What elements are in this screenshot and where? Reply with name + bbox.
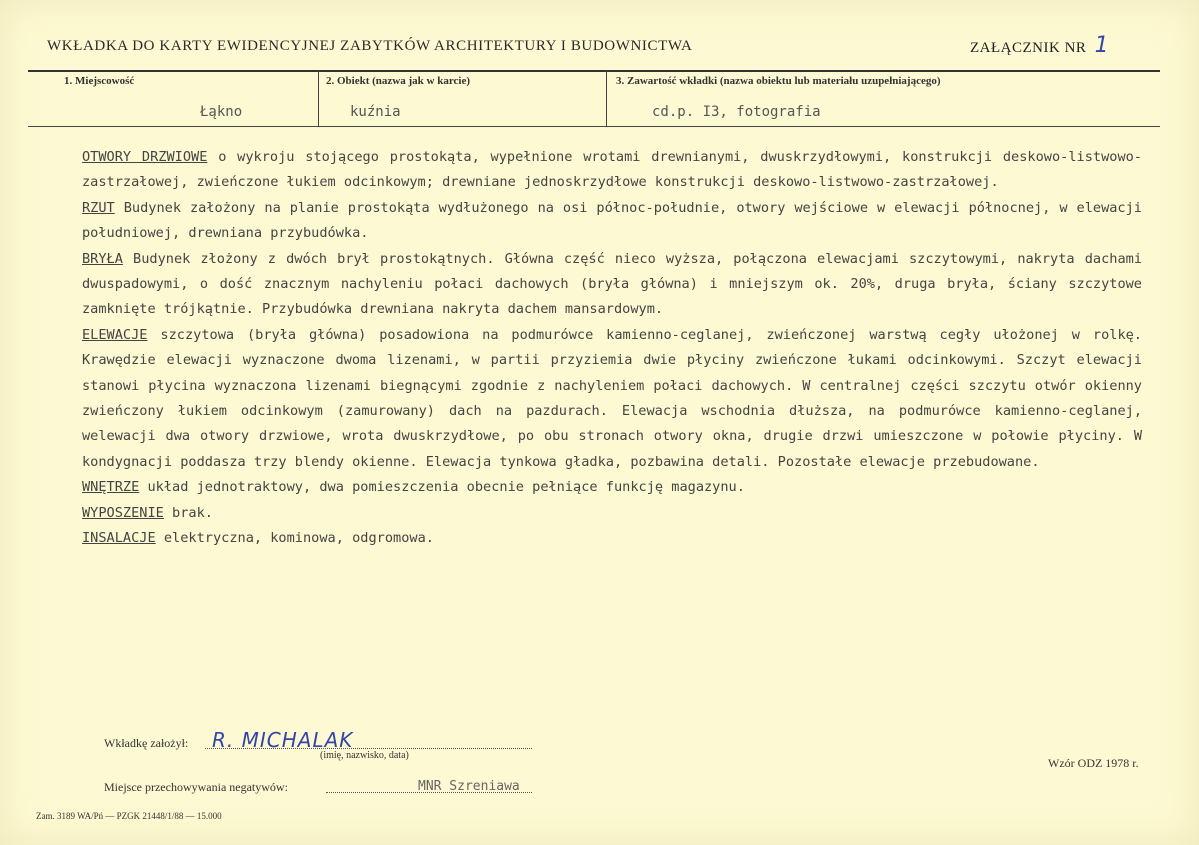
form-title: WKŁADKA DO KARTY EWIDENCYJNEJ ZABYTKÓW ARCHITEKTURY I BUDOWNICTWA — [47, 38, 693, 54]
column-divider-1 — [318, 71, 319, 127]
header-bottom-rule — [28, 126, 1160, 127]
section-text: Budynek założony na planie prostokąta wydłużonego na osi północ-południe, otwory wejściowe w elewacji północnej, w elewacji południowej, drewniana przybudówka. — [82, 199, 1142, 242]
section-furnishing — [82, 501, 1142, 526]
section-keyword: INSALACJE — [82, 530, 156, 547]
signature-caption: (imię, nazwisko, data) — [320, 750, 409, 761]
section-text: o wykroju stojącego prostokąta, wypełnione wrotami drewnianymi, dwuskrzydłowymi, konstrukcji deskowo-listwowo-zastrzałowej, zwieńczone łukiem odcinkowym; drewniane jednoskrzydłowe konstrukcji deskowo-listwowo-zastrzałowej. — [82, 149, 1142, 191]
section-text: elektryczna, kominowa, odgromowa. — [155, 530, 434, 547]
annex-number: 1 — [1094, 33, 1110, 58]
object-value: kuźnia — [350, 104, 401, 120]
content-label: 3. Zawartość wkładki (nazwa obiektu lub materiału uzupełniającego) — [616, 75, 941, 87]
storage-label: Miejsce przechowywania negatywów: — [104, 780, 288, 794]
annex-label-text: ZAŁĄCZNIK NR — [970, 40, 1087, 56]
annex-label — [970, 33, 1109, 58]
locality-value: Łąkno — [200, 104, 243, 120]
print-footer: Zam. 3189 WA/Pń — PZGK 21448/1/88 — 15.000 — [36, 811, 222, 821]
header-top-rule — [28, 70, 1160, 72]
section-keyword: WYPOSZENIE — [82, 504, 164, 521]
section-interior — [82, 475, 1142, 500]
section-elevations — [82, 323, 1142, 475]
section-text: brak. — [163, 504, 213, 521]
section-keyword: ELEWACJE — [82, 326, 148, 343]
content-value: cd.p. I3, fotografia — [652, 104, 821, 120]
signature-label: Wkładkę założył: — [104, 736, 189, 750]
section-keyword: BRYŁA — [82, 250, 123, 267]
object-label: 2. Obiekt (nazwa jak w karcie) — [326, 75, 471, 87]
section-text: układ jednotraktowy, dwa pomieszczenia obecnie pełniące funkcję magazynu. — [139, 479, 745, 496]
section-massing — [82, 247, 1142, 323]
locality-label: 1. Miejscowość — [64, 75, 135, 87]
section-doors — [82, 145, 1142, 196]
section-plan — [82, 196, 1142, 247]
description-body — [82, 145, 1142, 552]
form-pattern: Wzór ODZ 1978 r. — [1048, 756, 1139, 770]
section-text: Budynek złożony z dwóch brył prostokątnych. Główna część nieco wyższa, połączona elewacjami szczytowymi, nakryta dachami dwuspadowymi, o dość znacznym nachyleniu połaci dachowych (bryła główna) i mniejszym ok. 20%, druga bryła, ściany szczytowe zamknięte trójkątnie. Przybudówka drewniana nakryta dachem mansardowym. — [82, 250, 1142, 318]
signature-name: R. MICHALAK — [212, 728, 354, 752]
section-text: szczytowa (bryła główna) posadowiona na podmurówce kamienno-ceglanej, zwieńczonej warstwą cegły ułożonej w rolkę. Krawędzie elewacji wyznaczone dwoma lizenami, w partii przyziemia dwie płyciny zwieńczone łukami odcinkowymi. Szczyt elewacji stanowi płycina wyznaczona lizenami biegnącymi zgodnie z nachyleniem połaci dachowych. W centralnej części szczytu otwór okienny zwieńczony łukiem odcinkowym (zamurowany) dach na pazdurach. Elewacja wschodnia dłuższa, na podmurówce kamienno-ceglanej, welewacji dwa otwory drzwiowe, wrota dwuskrzydłowe, po obu stronach otwory okna, drugie drzwi umieszczone w połowie płyciny. W kondygnacji poddasza trzy blendy okienne. Elewacja tynkowa gładka, pozbawina detali. Pozostałe elewacje przebudowane. — [82, 326, 1142, 470]
column-divider-2 — [606, 71, 607, 127]
section-keyword: WNĘTRZE — [82, 479, 140, 496]
section-keyword: OTWORY DRZWIOWE — [82, 149, 208, 165]
storage-value: MNR Szreniawa — [418, 779, 520, 794]
section-keyword: RZUT — [82, 199, 115, 216]
section-installations — [82, 526, 1142, 551]
